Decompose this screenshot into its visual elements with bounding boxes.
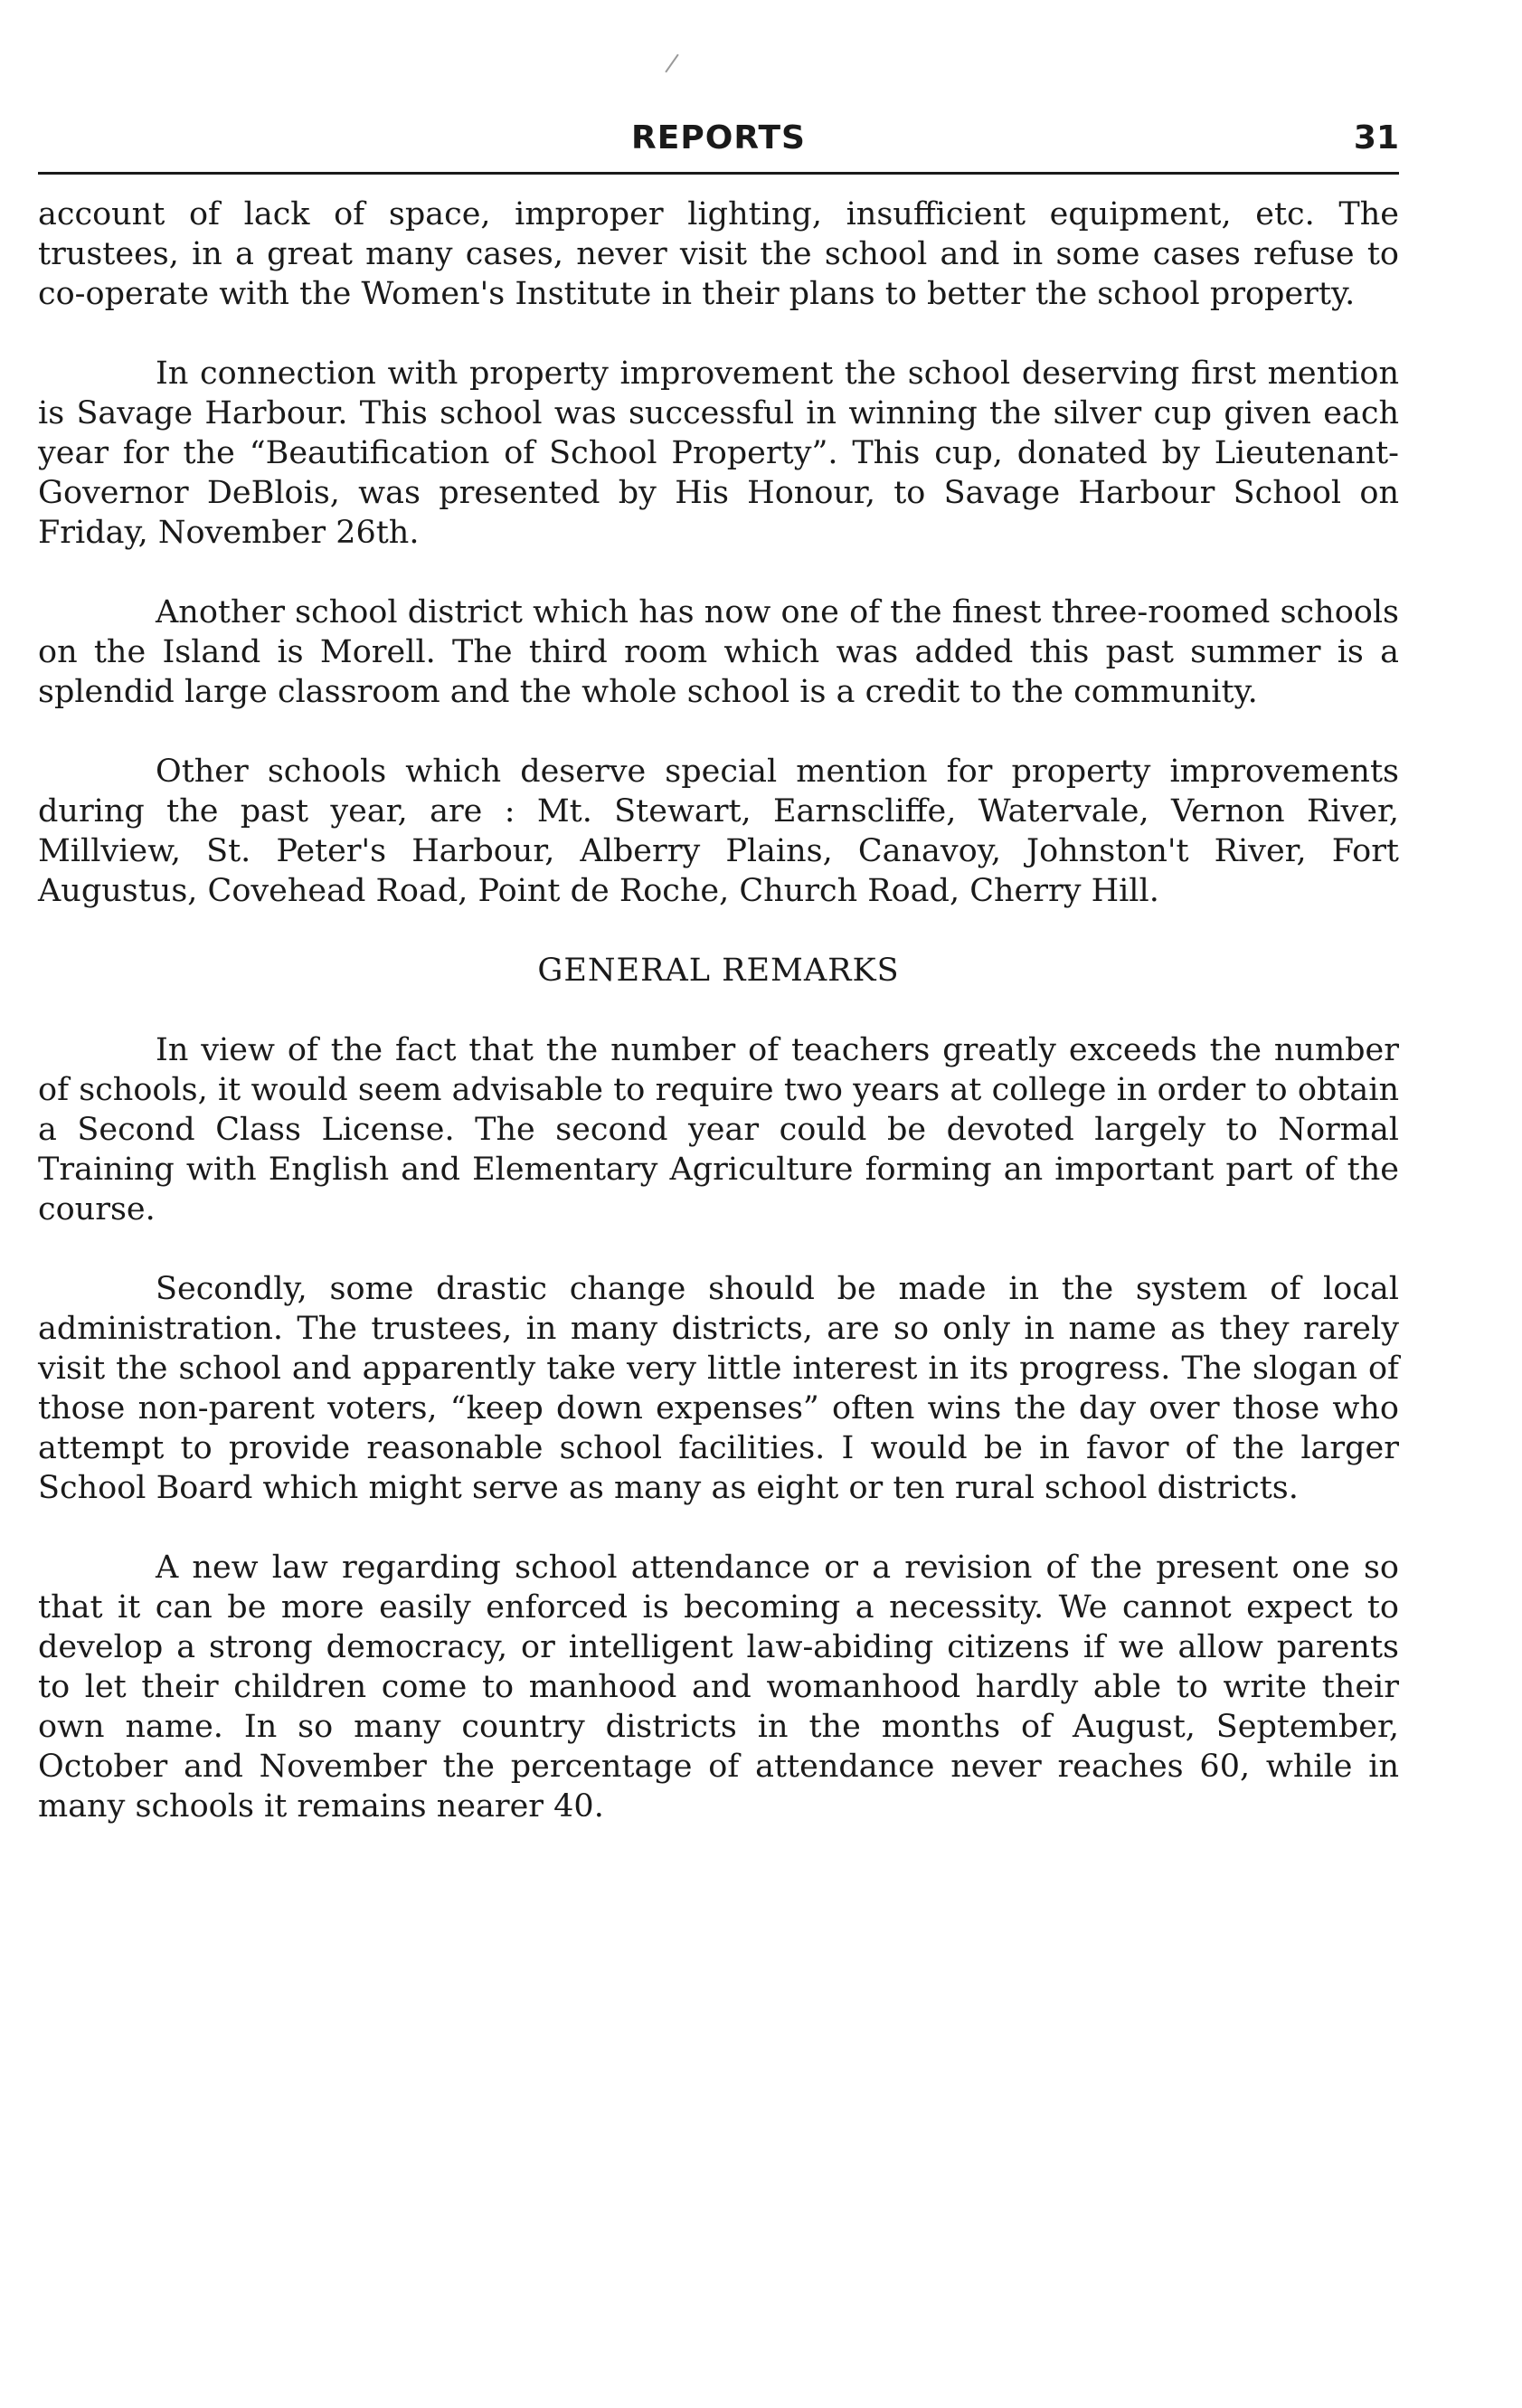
document-page <box>38 109 1399 1866</box>
paragraph-3: Another school district which has now one of the finest three-roomed schools on the Island is Morell. The third room which was added this past summer is a splendid large classroom and the whole school is a credit to the community. <box>38 594 1399 710</box>
paragraph-4: Other schools which deserve special mention for property improvements during the past year, are : Mt. Stewart, Earnscliffe, Watervale, Vernon River, Millview, St. Peter's Harbour, Alberry Plains, Canavoy, Johnston't River, Fort Augustus, Covehead Road, Point de Roche, Church Road, Cherry Hill. <box>38 754 1399 909</box>
running-title: REPORTS <box>631 119 806 156</box>
paragraph-2: In connection with property improvement the school deserving first mention is Savage Harbour. This school was successful in winning the silver cup given each year for the “Beautification of School Property”. This cup, donated by Lieutenant-Governor DeBlois, was presented by His Honour, to Savage Harbour School on Friday, November 26th. <box>38 356 1399 551</box>
paragraph-7: A new law regarding school attendance or a revision of the present one so that it can be more easily enforced is becoming a necessity. We cannot expect to develop a strong democracy, or intelligent law-abiding citizens if we allow parents to let their children come to manhood and womanhood hardly able to write their own name. In so many country districts in the months of August, September, October and November the percentage of attendance never reaches 60, while in many schools it remains nearer 40. <box>38 1550 1399 1825</box>
running-header <box>38 109 1399 175</box>
paragraph-1: account of lack of space, improper lighting, insufficient equipment, etc. The trustees, in a great many cases, never visit the school and in some cases refuse to co-operate with the Women's Institute in their plans to better the school property. <box>38 196 1399 312</box>
paragraph-6: Secondly, some drastic change should be made in the system of local administration. The trustees, in many districts, are so only in name as they rarely visit the school and apparently take very little interest in its progress. The slogan of those non-parent voters, “keep down expenses” often wins the day over those who attempt to provide reasonable school facilities. I would be in favor of the larger School Board which might serve as many as eight or ten rural school districts. <box>38 1271 1399 1506</box>
body-text <box>38 194 1399 1826</box>
paragraph-5: In view of the fact that the number of teachers greatly exceeds the number of schools, it would seem advisable to require two years at college in order to obtain a Second Class License. The second year could be devoted largely to Normal Training with English and Elementary Agriculture forming an important part of the course. <box>38 1032 1399 1228</box>
stray-pen-mark <box>665 54 678 73</box>
section-heading-general-remarks: GENERAL REMARKS <box>537 953 900 989</box>
page-number: 31 <box>1353 119 1399 156</box>
